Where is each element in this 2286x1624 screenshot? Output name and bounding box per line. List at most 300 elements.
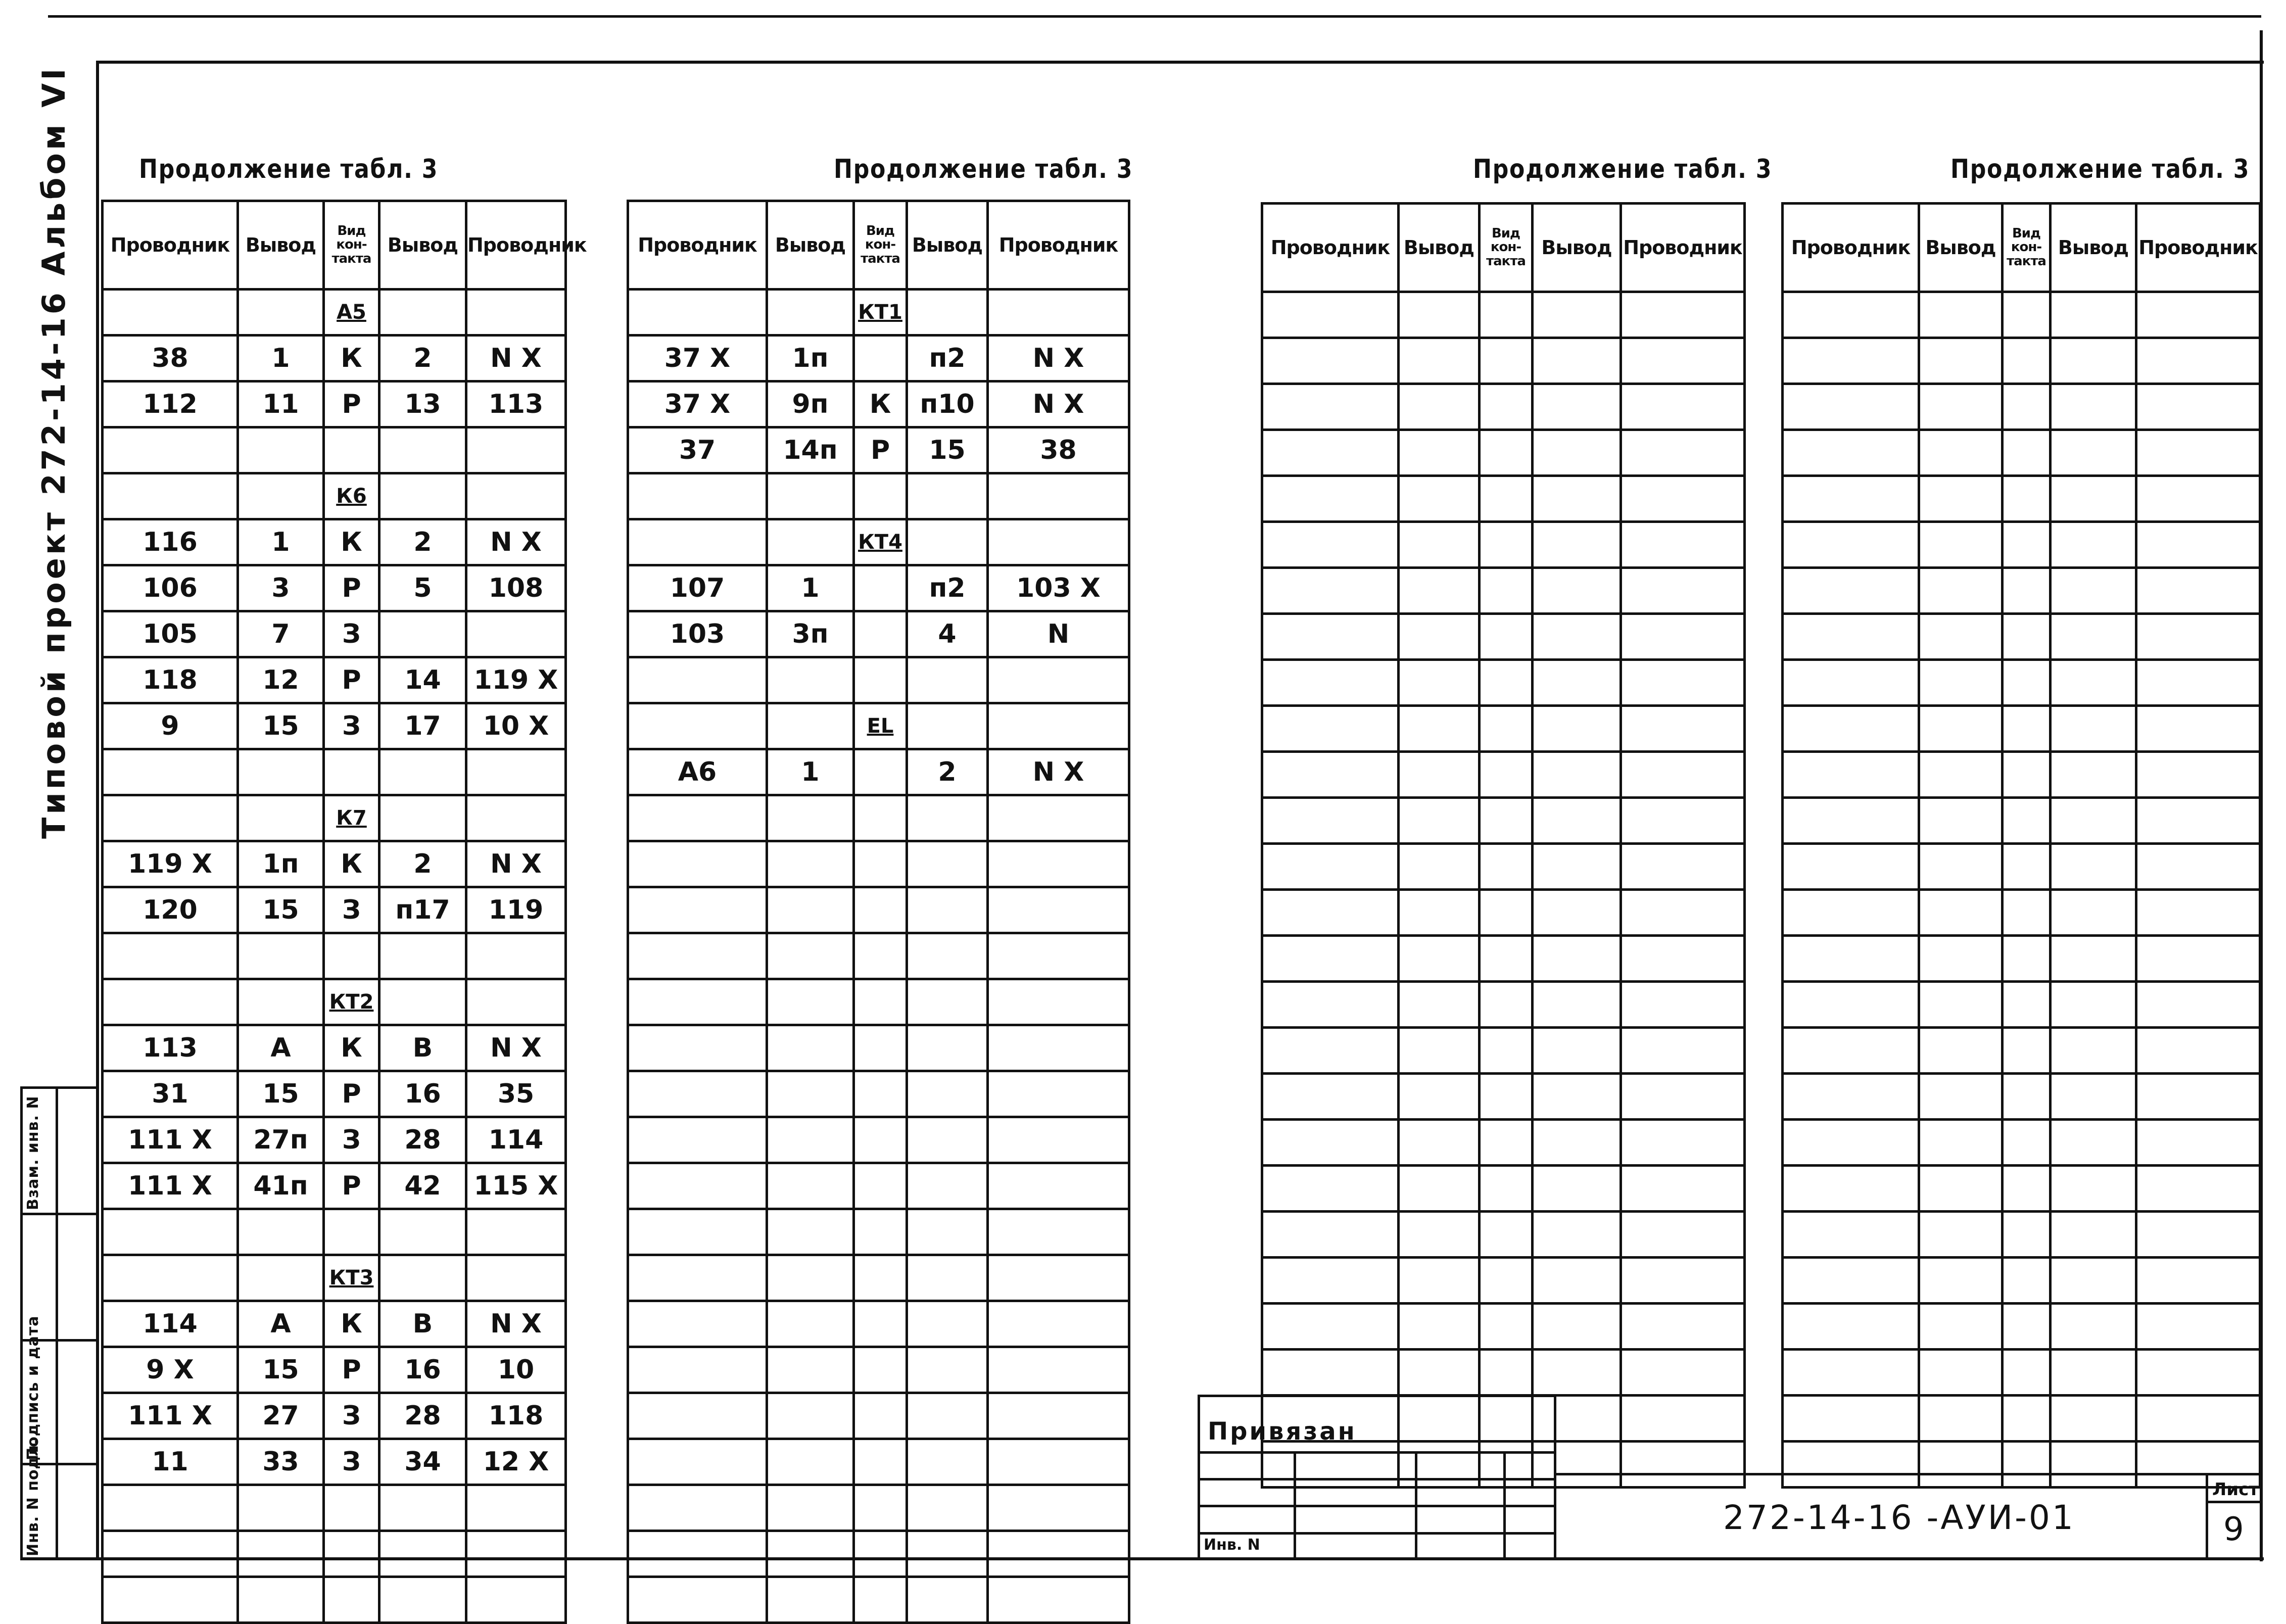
terminal-cell: 4 xyxy=(907,611,988,657)
empty-cell xyxy=(1480,338,1533,384)
empty-cell xyxy=(1621,568,1745,614)
empty-cell xyxy=(324,933,379,979)
empty-cell xyxy=(1399,660,1480,706)
conductor-cell: 114 xyxy=(466,1117,566,1163)
table-row xyxy=(628,565,1129,611)
empty-cell xyxy=(1533,1120,1621,1166)
empty-cell xyxy=(379,795,466,841)
empty-cell xyxy=(1480,752,1533,798)
empty-cell xyxy=(1262,844,1399,890)
empty-cell xyxy=(324,427,379,473)
empty-cell xyxy=(767,1393,854,1439)
empty-cell xyxy=(466,473,566,519)
table-row xyxy=(628,427,1129,473)
contact-type-cell: К xyxy=(324,841,379,887)
conductor-cell: 103 X xyxy=(988,565,1129,611)
terminal-cell: 5 xyxy=(379,565,466,611)
empty-cell xyxy=(1262,752,1399,798)
empty-cell xyxy=(2003,660,2051,706)
empty-cell xyxy=(103,473,238,519)
empty-cell xyxy=(854,657,907,703)
empty-cell xyxy=(1399,1258,1480,1304)
table-row xyxy=(628,611,1129,657)
terminal-cell: А xyxy=(238,1025,324,1071)
empty-cell xyxy=(2003,1074,2051,1120)
terminal-cell: А xyxy=(238,1301,324,1347)
conductor-cell: 115 X xyxy=(466,1163,566,1209)
sheet-box-left xyxy=(2206,1473,2208,1559)
empty-cell xyxy=(1399,936,1480,982)
empty-cell xyxy=(767,1255,854,1301)
table-row xyxy=(628,703,1129,749)
empty-cell xyxy=(103,749,238,795)
empty-cell xyxy=(2136,1350,2260,1396)
empty-cell xyxy=(628,1117,767,1163)
empty-cell xyxy=(1533,752,1621,798)
empty-cell xyxy=(2051,1442,2136,1488)
empty-cell xyxy=(2051,568,2136,614)
table-row xyxy=(1783,844,2260,890)
empty-cell xyxy=(2136,752,2260,798)
empty-cell xyxy=(1621,292,1745,338)
table-row xyxy=(628,1209,1129,1255)
table-row xyxy=(1262,568,1745,614)
empty-cell xyxy=(1919,1028,2003,1074)
empty-cell xyxy=(907,1025,988,1071)
terminal-cell: 2 xyxy=(379,336,466,381)
col-terminal: Вывод xyxy=(1533,204,1621,292)
empty-cell xyxy=(2136,1258,2260,1304)
table-row xyxy=(628,841,1129,887)
empty-cell xyxy=(1621,1442,1745,1488)
terminal-cell: В xyxy=(379,1025,466,1071)
empty-cell xyxy=(767,887,854,933)
terminal-cell: 15 xyxy=(238,887,324,933)
terminal-cell: 12 xyxy=(238,657,324,703)
empty-cell xyxy=(238,427,324,473)
table-row xyxy=(1262,1212,1745,1258)
empty-cell xyxy=(1621,1074,1745,1120)
empty-cell xyxy=(1533,568,1621,614)
empty-cell xyxy=(2051,706,2136,752)
empty-cell xyxy=(103,1531,238,1577)
empty-cell xyxy=(2051,660,2136,706)
contact-type-cell: Р xyxy=(324,657,379,703)
empty-cell xyxy=(238,1577,324,1623)
table-row xyxy=(1262,338,1745,384)
conductor-cell: 111 X xyxy=(103,1163,238,1209)
empty-cell xyxy=(907,657,988,703)
device-group-label: КТ3 xyxy=(324,1255,379,1301)
terminal-cell: п2 xyxy=(907,336,988,381)
conductor-cell: 10 xyxy=(466,1347,566,1393)
contact-type-cell: К xyxy=(324,336,379,381)
empty-cell xyxy=(238,795,324,841)
table-row xyxy=(1262,614,1745,660)
empty-cell xyxy=(238,933,324,979)
empty-cell xyxy=(988,1393,1129,1439)
empty-cell xyxy=(628,1485,767,1531)
terminal-cell: 9п xyxy=(767,381,854,427)
empty-cell xyxy=(2051,752,2136,798)
stamp-vzam: Взам. инв. N xyxy=(24,1095,42,1210)
empty-cell xyxy=(1399,430,1480,476)
empty-cell xyxy=(1919,982,2003,1028)
empty-cell xyxy=(1262,430,1399,476)
empty-cell xyxy=(988,657,1129,703)
empty-cell xyxy=(1621,798,1745,844)
empty-cell xyxy=(2003,568,2051,614)
empty-cell xyxy=(1919,844,2003,890)
empty-cell xyxy=(1480,568,1533,614)
empty-cell xyxy=(1262,1350,1399,1396)
empty-cell xyxy=(1480,292,1533,338)
empty-cell xyxy=(466,1209,566,1255)
empty-cell xyxy=(767,795,854,841)
empty-cell xyxy=(854,1393,907,1439)
empty-cell xyxy=(907,933,988,979)
empty-cell xyxy=(1621,338,1745,384)
empty-cell xyxy=(2136,798,2260,844)
empty-cell xyxy=(1262,292,1399,338)
table-row xyxy=(1783,568,2260,614)
empty-cell xyxy=(238,1531,324,1577)
contact-type-cell: З xyxy=(324,1393,379,1439)
empty-cell xyxy=(1783,706,1919,752)
empty-cell xyxy=(379,1255,466,1301)
contact-type-cell: З xyxy=(324,1439,379,1485)
empty-cell xyxy=(379,473,466,519)
empty-cell xyxy=(854,1301,907,1347)
empty-cell xyxy=(1399,1304,1480,1350)
contact-type-cell: З xyxy=(324,611,379,657)
empty-cell xyxy=(1262,1028,1399,1074)
empty-cell xyxy=(1480,1350,1533,1396)
conductor-cell: А6 xyxy=(628,749,767,795)
table-row xyxy=(628,336,1129,381)
table-row xyxy=(1262,660,1745,706)
conductor-cell: 116 xyxy=(103,519,238,565)
empty-cell xyxy=(2051,292,2136,338)
conductor-cell: 38 xyxy=(103,336,238,381)
empty-cell xyxy=(1480,1120,1533,1166)
terminal-cell: 7 xyxy=(238,611,324,657)
empty-cell xyxy=(1399,1350,1480,1396)
table-row xyxy=(103,657,566,703)
table-row xyxy=(1783,1442,2260,1488)
empty-cell xyxy=(466,290,566,336)
table-row xyxy=(1262,982,1745,1028)
table-row xyxy=(1783,292,2260,338)
contact-type-cell xyxy=(854,336,907,381)
empty-cell xyxy=(1621,890,1745,936)
contact-type-cell: З xyxy=(324,1117,379,1163)
empty-cell xyxy=(103,1209,238,1255)
table-row xyxy=(1262,476,1745,522)
terminal-cell: 15 xyxy=(238,1347,324,1393)
conductor-cell: N X xyxy=(988,749,1129,795)
empty-cell xyxy=(1480,890,1533,936)
empty-cell xyxy=(103,427,238,473)
empty-cell xyxy=(628,1347,767,1393)
table-row xyxy=(1783,1028,2260,1074)
empty-cell xyxy=(1480,430,1533,476)
empty-cell xyxy=(2003,982,2051,1028)
empty-cell xyxy=(1533,1212,1621,1258)
empty-cell xyxy=(2051,522,2136,568)
empty-cell xyxy=(767,290,854,336)
empty-cell xyxy=(1783,1442,1919,1488)
empty-cell xyxy=(1399,982,1480,1028)
terminal-cell: 17 xyxy=(379,703,466,749)
empty-cell xyxy=(988,1163,1129,1209)
stamp-podpis: Подпись и дата xyxy=(24,1315,42,1460)
table-row xyxy=(1783,430,2260,476)
empty-cell xyxy=(1262,1120,1399,1166)
table-row xyxy=(1783,936,2260,982)
empty-cell xyxy=(2003,430,2051,476)
empty-cell xyxy=(1480,660,1533,706)
table-row xyxy=(1783,982,2260,1028)
empty-cell xyxy=(2003,890,2051,936)
empty-cell xyxy=(1783,568,1919,614)
empty-cell xyxy=(1399,844,1480,890)
terminal-cell: п10 xyxy=(907,381,988,427)
empty-cell xyxy=(2003,1396,2051,1442)
table-row xyxy=(103,749,566,795)
sheet-label: Лист xyxy=(2212,1479,2259,1500)
conductor-cell: 113 xyxy=(466,381,566,427)
empty-cell xyxy=(2051,614,2136,660)
col-terminal: Вывод xyxy=(907,201,988,290)
empty-cell xyxy=(1480,1166,1533,1212)
empty-cell xyxy=(854,1163,907,1209)
empty-cell xyxy=(988,795,1129,841)
table-row xyxy=(1262,798,1745,844)
col-contact-type: Вид кон-такта xyxy=(2003,204,2051,292)
empty-cell xyxy=(1533,522,1621,568)
empty-cell xyxy=(767,1301,854,1347)
empty-cell xyxy=(1919,1212,2003,1258)
col-terminal: Вывод xyxy=(767,201,854,290)
table-row xyxy=(1783,476,2260,522)
empty-cell xyxy=(379,1531,466,1577)
terminal-cell: 1 xyxy=(238,336,324,381)
empty-cell xyxy=(1262,476,1399,522)
empty-cell xyxy=(2051,1074,2136,1120)
empty-cell xyxy=(907,1393,988,1439)
empty-cell xyxy=(379,749,466,795)
table-row xyxy=(103,1577,566,1623)
empty-cell xyxy=(1621,844,1745,890)
empty-cell xyxy=(1480,844,1533,890)
empty-cell xyxy=(628,1163,767,1209)
col-conductor: Проводник xyxy=(1262,204,1399,292)
terminal-cell: 33 xyxy=(238,1439,324,1485)
empty-cell xyxy=(1621,614,1745,660)
empty-cell xyxy=(2136,1304,2260,1350)
stamp-inv: Инв. N подл. xyxy=(24,1438,42,1556)
device-group-label: К7 xyxy=(324,795,379,841)
empty-cell xyxy=(1621,752,1745,798)
empty-cell xyxy=(767,933,854,979)
contact-type-cell xyxy=(854,749,907,795)
conductor-cell: 111 X xyxy=(103,1117,238,1163)
empty-cell xyxy=(466,427,566,473)
terminal-cell: 14п xyxy=(767,427,854,473)
empty-cell xyxy=(238,979,324,1025)
empty-cell xyxy=(379,1209,466,1255)
conductor-cell: 38 xyxy=(988,427,1129,473)
empty-cell xyxy=(2003,1028,2051,1074)
empty-cell xyxy=(2136,1120,2260,1166)
empty-cell xyxy=(1399,1074,1480,1120)
empty-cell xyxy=(1783,1350,1919,1396)
col-conductor: Проводник xyxy=(103,201,238,290)
table-row xyxy=(1783,660,2260,706)
empty-cell xyxy=(1533,1304,1621,1350)
empty-cell xyxy=(1783,292,1919,338)
empty-cell xyxy=(767,703,854,749)
terminal-cell: 13 xyxy=(379,381,466,427)
empty-cell xyxy=(907,1439,988,1485)
empty-cell xyxy=(1919,292,2003,338)
empty-cell xyxy=(1533,292,1621,338)
empty-cell xyxy=(1533,706,1621,752)
terminal-cell: 1п xyxy=(767,336,854,381)
empty-cell xyxy=(2003,1258,2051,1304)
empty-cell xyxy=(1399,1212,1480,1258)
terminal-cell: 2 xyxy=(907,749,988,795)
table-row xyxy=(1783,1166,2260,1212)
empty-cell xyxy=(2051,1028,2136,1074)
empty-cell xyxy=(907,841,988,887)
wiring-table-1 xyxy=(101,200,587,1624)
conductor-cell: N X xyxy=(988,336,1129,381)
table-row xyxy=(628,1347,1129,1393)
empty-cell xyxy=(1399,798,1480,844)
empty-cell xyxy=(628,290,767,336)
conductor-cell: N X xyxy=(466,519,566,565)
device-group-label: КТ2 xyxy=(324,979,379,1025)
empty-cell xyxy=(1783,430,1919,476)
table-row xyxy=(628,933,1129,979)
empty-cell xyxy=(1621,1212,1745,1258)
table-row xyxy=(1783,338,2260,384)
empty-cell xyxy=(767,1071,854,1117)
album-title: Типовой проект 272-14-16 Альбом VI xyxy=(35,65,72,839)
col-terminal: Вывод xyxy=(1919,204,2003,292)
empty-cell xyxy=(1919,1396,2003,1442)
table-row xyxy=(628,749,1129,795)
empty-cell xyxy=(379,979,466,1025)
table-row xyxy=(103,1347,566,1393)
empty-cell xyxy=(1783,1304,1919,1350)
empty-cell xyxy=(907,795,988,841)
empty-cell xyxy=(466,979,566,1025)
empty-cell xyxy=(988,519,1129,565)
empty-cell xyxy=(854,1485,907,1531)
empty-cell xyxy=(2003,384,2051,430)
empty-cell xyxy=(2003,338,2051,384)
empty-cell xyxy=(2136,614,2260,660)
empty-cell xyxy=(1621,1120,1745,1166)
empty-cell xyxy=(1919,1442,2003,1488)
empty-cell xyxy=(238,1255,324,1301)
terminal-cell: 27 xyxy=(238,1393,324,1439)
table-row xyxy=(628,1485,1129,1531)
empty-cell xyxy=(1262,1304,1399,1350)
conductor-cell xyxy=(466,611,566,657)
terminal-cell: 1 xyxy=(767,749,854,795)
table-row xyxy=(628,1393,1129,1439)
empty-cell xyxy=(1783,660,1919,706)
empty-cell xyxy=(1533,982,1621,1028)
empty-cell xyxy=(1783,982,1919,1028)
empty-cell xyxy=(103,1577,238,1623)
table-row xyxy=(103,703,566,749)
empty-cell xyxy=(1262,614,1399,660)
sheet-box-mid xyxy=(2206,1501,2261,1503)
empty-cell xyxy=(854,1531,907,1577)
empty-cell xyxy=(628,1439,767,1485)
empty-cell xyxy=(1533,1166,1621,1212)
empty-cell xyxy=(1480,1074,1533,1120)
conductor-cell: 9 X xyxy=(103,1347,238,1393)
empty-cell xyxy=(907,473,988,519)
empty-cell xyxy=(2003,1350,2051,1396)
empty-cell xyxy=(628,1209,767,1255)
col-conductor: Проводник xyxy=(988,201,1129,290)
empty-cell xyxy=(1533,1028,1621,1074)
empty-cell xyxy=(1533,338,1621,384)
empty-cell xyxy=(2051,1350,2136,1396)
table-row xyxy=(103,1531,566,1577)
empty-cell xyxy=(628,887,767,933)
empty-cell xyxy=(907,1117,988,1163)
table-4-title: Продолжение табл. 3 xyxy=(1950,154,2250,184)
empty-cell xyxy=(988,841,1129,887)
empty-cell xyxy=(1919,384,2003,430)
empty-cell xyxy=(466,933,566,979)
empty-cell xyxy=(1621,706,1745,752)
empty-cell xyxy=(988,1485,1129,1531)
col-conductor: Проводник xyxy=(628,201,767,290)
empty-cell xyxy=(1621,1166,1745,1212)
empty-cell xyxy=(1621,1396,1745,1442)
contact-type-cell: Р xyxy=(324,1347,379,1393)
col-contact-type: Вид кон-такта xyxy=(854,201,907,290)
empty-cell xyxy=(907,519,988,565)
empty-cell xyxy=(767,841,854,887)
empty-cell xyxy=(2051,476,2136,522)
table-row xyxy=(1262,1350,1745,1396)
col-contact-type: Вид кон-такта xyxy=(1480,204,1533,292)
empty-cell xyxy=(907,703,988,749)
table-row xyxy=(628,473,1129,519)
device-group-label: КТ1 xyxy=(854,290,907,336)
table-row xyxy=(103,979,566,1025)
empty-cell xyxy=(628,657,767,703)
table-row xyxy=(628,795,1129,841)
empty-cell xyxy=(1533,936,1621,982)
table-row xyxy=(628,1025,1129,1071)
empty-cell xyxy=(1262,1258,1399,1304)
terminal-cell: 2 xyxy=(379,519,466,565)
empty-cell xyxy=(466,749,566,795)
empty-cell xyxy=(2136,1074,2260,1120)
table-row xyxy=(103,381,566,427)
